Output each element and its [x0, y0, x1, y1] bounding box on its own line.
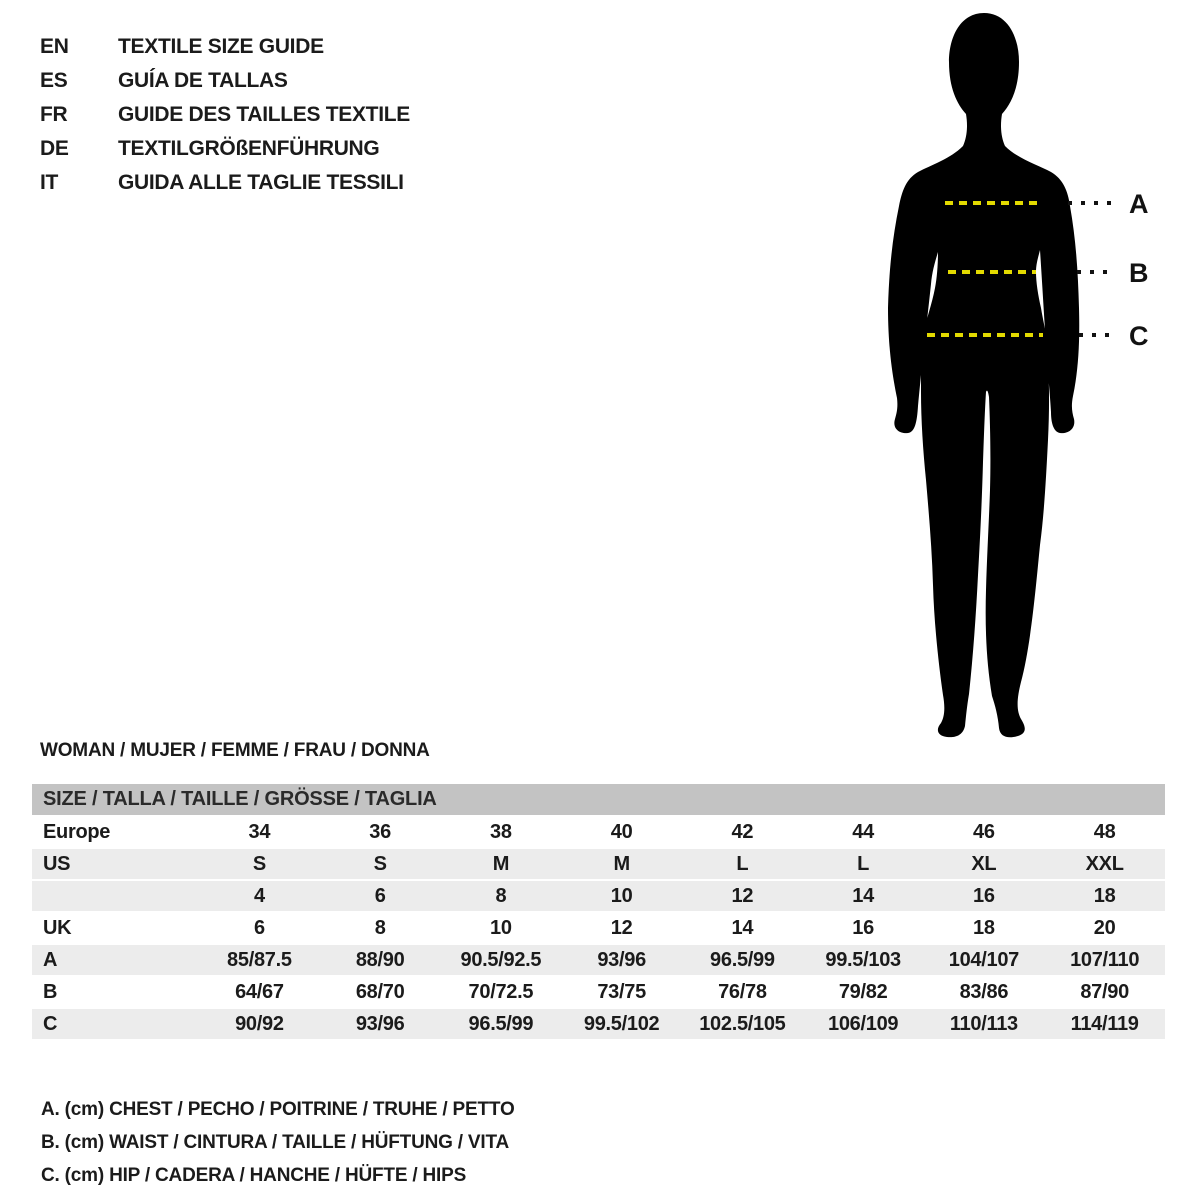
- cell: 18: [1093, 885, 1116, 907]
- cell: 85/87.5: [227, 949, 292, 971]
- cell: 8: [495, 885, 507, 907]
- cell: 107/110: [1070, 949, 1140, 971]
- cell: 6: [253, 917, 265, 939]
- cell: 68/70: [355, 981, 405, 1003]
- cell: 16: [973, 885, 995, 907]
- table-row-uk: [32, 913, 1165, 943]
- table-row-waist: [32, 977, 1165, 1007]
- cell: 99.5/103: [825, 949, 901, 971]
- lang-title: GUIDE DES TAILLES TEXTILE: [118, 103, 410, 126]
- cell: 48: [1093, 821, 1116, 843]
- cell: 10: [610, 885, 633, 907]
- table-row-europe: [32, 817, 1165, 847]
- cell: 12: [610, 917, 633, 939]
- row-label: A: [43, 949, 58, 971]
- cell: 18: [973, 917, 995, 939]
- lang-code: DE: [40, 137, 69, 160]
- cell: 104/107: [948, 949, 1019, 971]
- cell: 83/86: [959, 981, 1009, 1003]
- cell: 96.5/99: [468, 1013, 534, 1035]
- lang-row-it: [40, 166, 410, 200]
- cell: 96.5/99: [710, 949, 775, 971]
- cell: 16: [852, 917, 874, 939]
- lang-row-en: [40, 30, 410, 64]
- table-row-chest: [32, 945, 1165, 975]
- size-table: [32, 784, 1165, 1041]
- cell: 114/119: [1070, 1013, 1139, 1035]
- cell: 42: [731, 821, 754, 843]
- lang-row-de: [40, 132, 410, 166]
- row-label: UK: [43, 917, 72, 939]
- cell: 38: [490, 821, 512, 843]
- cell: 14: [731, 917, 754, 939]
- cell: 90/92: [235, 1013, 284, 1035]
- cell: 88/90: [355, 949, 405, 971]
- measurement-legend: [41, 1093, 515, 1192]
- cell: XL: [971, 853, 997, 875]
- cell: 4: [253, 885, 265, 907]
- cell: 44: [852, 821, 874, 843]
- woman-silhouette-diagram: [860, 0, 1200, 760]
- cell: S: [373, 853, 387, 875]
- cell: L: [857, 853, 870, 875]
- row-label: C: [43, 1013, 58, 1035]
- cell: 102.5/105: [699, 1013, 786, 1035]
- cell: 46: [973, 821, 995, 843]
- cell: 40: [610, 821, 633, 843]
- row-label: [32, 881, 199, 911]
- lang-title: TEXTILE SIZE GUIDE: [118, 35, 324, 58]
- size-table-header: SIZE / TALLA / TAILLE / GRÖSSE / TAGLIA: [32, 784, 1165, 815]
- cell: 106/109: [828, 1013, 899, 1035]
- table-row-hip: [32, 1009, 1165, 1039]
- lang-title: GUIDA ALLE TAGLIE TESSILI: [118, 171, 404, 194]
- cell: 93/96: [355, 1013, 405, 1035]
- marker-label-waist: B: [1129, 258, 1149, 288]
- cell: 99.5/102: [583, 1013, 660, 1035]
- language-title-block: [40, 30, 410, 200]
- cell: 36: [369, 821, 391, 843]
- cell: M: [613, 853, 630, 875]
- cell: 64/67: [235, 981, 284, 1003]
- legend-line-waist: B. (cm) WAIST / CINTURA / TAILLE / HÜFTUNG / VITA: [41, 1132, 509, 1153]
- section-title: WOMAN / MUJER / FEMME / FRAU / DONNA: [40, 740, 430, 761]
- lang-code: IT: [40, 171, 59, 194]
- lang-row-es: [40, 64, 410, 98]
- cell: 87/90: [1080, 981, 1129, 1003]
- cell: M: [492, 853, 510, 875]
- cell: XXL: [1085, 853, 1124, 875]
- legend-line-chest: A. (cm) CHEST / PECHO / POITRINE / TRUHE / PETTO: [41, 1099, 515, 1120]
- woman-silhouette: [888, 13, 1079, 737]
- marker-label-chest: A: [1129, 189, 1149, 219]
- cell: 34: [248, 821, 271, 843]
- cell: 73/75: [597, 981, 646, 1003]
- row-label: Europe: [43, 821, 111, 843]
- cell: 14: [852, 885, 874, 907]
- cell: S: [252, 853, 266, 875]
- cell: 10: [490, 917, 512, 939]
- lang-code: ES: [40, 69, 68, 92]
- cell: 8: [374, 917, 386, 939]
- cell: 12: [731, 885, 754, 907]
- cell: 20: [1093, 917, 1116, 939]
- cell: 76/78: [718, 981, 767, 1003]
- cell: 90.5/92.5: [460, 949, 542, 971]
- table-row-us: [32, 849, 1165, 879]
- marker-label-hip: C: [1129, 321, 1149, 351]
- lang-code: FR: [40, 103, 68, 126]
- cell: 79/82: [838, 981, 888, 1003]
- cell: 6: [374, 885, 386, 907]
- legend-line-hip: C. (cm) HIP / CADERA / HANCHE / HÜFTE / HIPS: [41, 1165, 467, 1186]
- lang-row-fr: [40, 98, 410, 132]
- cell: 110/113: [949, 1013, 1018, 1035]
- lang-title: TEXTILGRÖßENFÜHRUNG: [118, 137, 380, 160]
- cell: L: [736, 853, 749, 875]
- lang-title: GUÍA DE TALLAS: [118, 69, 288, 92]
- table-row-us-numeric: [32, 881, 1165, 911]
- cell: 93/96: [597, 949, 646, 971]
- cell: 70/72.5: [468, 981, 534, 1003]
- row-label: B: [43, 981, 58, 1003]
- lang-code: EN: [40, 35, 69, 58]
- row-label: US: [43, 853, 71, 875]
